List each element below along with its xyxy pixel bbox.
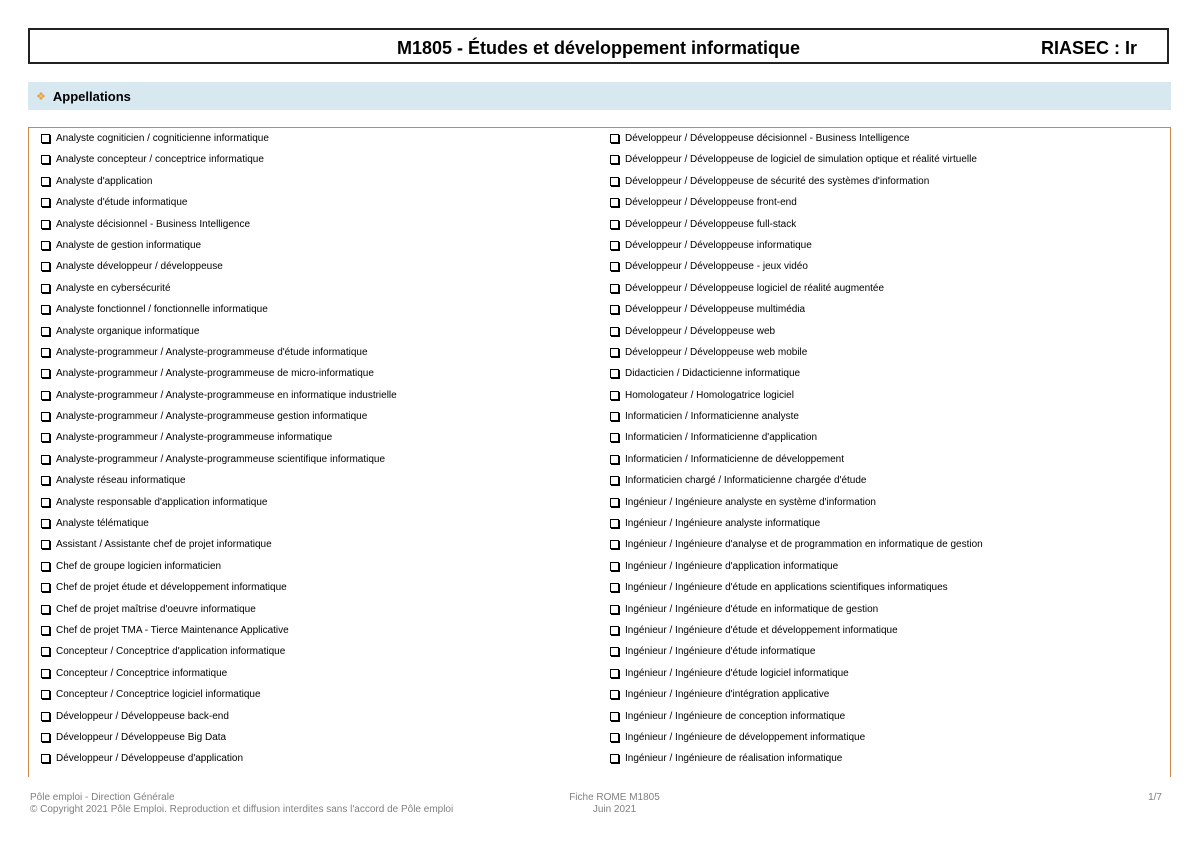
checkbox-icon — [610, 669, 619, 678]
appellation-label: Assistant / Assistante chef de projet informatique — [56, 539, 272, 551]
list-item — [41, 623, 397, 644]
appellation-label: Développeur / Développeuse de logiciel de simulation optique et réalité virtuelle — [625, 154, 977, 166]
appellation-label: Concepteur / Conceptrice informatique — [56, 667, 228, 679]
appellation-label: Analyste développeur / développeuse — [56, 261, 223, 273]
checkbox-icon — [610, 284, 619, 293]
appellation-label: Ingénieur / Ingénieure d'étude en applications scientifiques informatiques — [625, 582, 948, 594]
checkbox-icon — [41, 433, 50, 442]
section-header-appellations — [28, 82, 1171, 110]
list-item — [610, 388, 983, 409]
checkbox-icon — [41, 583, 50, 592]
page-title: M1805 - Études et développement informatique — [396, 38, 801, 58]
appellation-label: Analyste-programmeur / Analyste-programmeuse en informatique industrielle — [56, 389, 397, 401]
checkbox-icon — [41, 540, 50, 549]
list-item — [41, 602, 397, 623]
list-item — [610, 687, 983, 708]
list-item — [610, 409, 983, 430]
checkbox-icon — [41, 327, 50, 336]
checkbox-icon — [610, 305, 619, 314]
appellation-label: Informaticien chargé / Informaticienne chargée d'étude — [625, 475, 867, 487]
list-item — [610, 644, 983, 665]
checkbox-icon — [610, 583, 619, 592]
list-item — [610, 131, 983, 152]
checkbox-icon — [41, 669, 50, 678]
appellation-label: Analyste-programmeur / Analyste-programmeuse gestion informatique — [56, 411, 368, 423]
list-item — [610, 430, 983, 451]
checkbox-icon — [610, 647, 619, 656]
checkbox-icon — [41, 348, 50, 357]
checkbox-icon — [610, 455, 619, 464]
appellation-label: Analyste décisionnel - Business Intelligence — [56, 218, 250, 230]
appellation-label: Analyste concepteur / conceptrice informatique — [56, 154, 264, 166]
list-item — [610, 666, 983, 687]
list-item — [41, 409, 397, 430]
appellation-label: Ingénieur / Ingénieure de réalisation informatique — [625, 753, 843, 765]
footer-fiche: Fiche ROME M1805 — [569, 792, 660, 803]
list-item — [610, 580, 983, 601]
appellations-column-right — [610, 131, 983, 773]
appellation-label: Analyste réseau informatique — [56, 475, 186, 487]
list-item — [41, 430, 397, 451]
checkbox-icon — [41, 626, 50, 635]
checkbox-icon — [610, 369, 619, 378]
appellation-label: Développeur / Développeuse logiciel de réalité augmentée — [625, 282, 885, 294]
appellation-label: Analyste fonctionnel / fonctionnelle informatique — [56, 304, 268, 316]
checkbox-icon — [610, 155, 619, 164]
appellation-label: Analyste d'application — [56, 175, 153, 187]
appellation-label: Ingénieur / Ingénieure d'étude en informatique de gestion — [625, 603, 879, 615]
list-item — [610, 366, 983, 387]
checkbox-icon — [610, 327, 619, 336]
list-item — [41, 302, 397, 323]
list-item — [41, 259, 397, 280]
checkbox-icon — [610, 476, 619, 485]
appellation-label: Analyste responsable d'application informatique — [56, 496, 268, 508]
checkbox-icon — [41, 690, 50, 699]
appellation-label: Analyste de gestion informatique — [56, 239, 202, 251]
checkbox-icon — [610, 134, 619, 143]
list-item — [41, 345, 397, 366]
appellations-list — [28, 127, 1171, 777]
checkbox-icon — [41, 220, 50, 229]
appellation-label: Développeur / Développeuse informatique — [625, 239, 812, 251]
appellation-label: Didacticien / Didacticienne informatique — [625, 368, 801, 380]
checkbox-icon — [41, 562, 50, 571]
appellation-label: Chef de projet étude et développement informatique — [56, 582, 287, 594]
checkbox-icon — [41, 647, 50, 656]
checkbox-icon — [610, 433, 619, 442]
list-item — [41, 217, 397, 238]
list-item — [610, 238, 983, 259]
appellation-label: Développeur / Développeuse web mobile — [625, 346, 808, 358]
list-item — [610, 623, 983, 644]
list-item — [610, 559, 983, 580]
appellation-label: Analyste d'étude informatique — [56, 197, 188, 209]
checkbox-icon — [610, 690, 619, 699]
appellation-label: Développeur / Développeuse décisionnel - Business Intelligence — [625, 133, 910, 144]
checkbox-icon — [610, 712, 619, 721]
checkbox-icon — [41, 155, 50, 164]
checkbox-icon — [610, 348, 619, 357]
checkbox-icon — [610, 177, 619, 186]
list-item — [610, 302, 983, 323]
footer-org: Pôle emploi - Direction Générale — [30, 792, 175, 803]
checkbox-icon — [610, 605, 619, 614]
appellation-label: Ingénieur / Ingénieure d'étude et développement informatique — [625, 624, 898, 636]
list-item — [41, 281, 397, 302]
checkbox-icon — [41, 498, 50, 507]
list-item — [610, 281, 983, 302]
list-item — [41, 709, 397, 730]
checkbox-icon — [41, 262, 50, 271]
list-item — [610, 324, 983, 345]
section-title: Appellations — [52, 88, 131, 104]
checkbox-icon — [610, 241, 619, 250]
checkbox-icon — [610, 198, 619, 207]
checkbox-icon — [41, 455, 50, 464]
footer-left — [30, 792, 453, 816]
list-item — [610, 452, 983, 473]
list-item — [610, 195, 983, 216]
list-item — [41, 644, 397, 665]
appellation-label: Développeur / Développeuse d'application — [56, 753, 244, 765]
checkbox-icon — [610, 562, 619, 571]
appellation-label: Ingénieur / Ingénieure d'étude logiciel informatique — [625, 667, 849, 679]
list-item — [41, 238, 397, 259]
footer-date: Juin 2021 — [592, 804, 637, 815]
appellations-column-left — [41, 131, 397, 773]
appellation-label: Ingénieur / Ingénieure analyste informatique — [625, 518, 821, 530]
checkbox-icon — [41, 305, 50, 314]
appellation-label: Chef de groupe logicien informaticien — [56, 560, 222, 572]
checkbox-icon — [610, 412, 619, 421]
checkbox-icon — [41, 754, 50, 763]
appellation-label: Ingénieur / Ingénieure de développement informatique — [625, 731, 866, 743]
list-item — [41, 516, 397, 537]
list-item — [610, 516, 983, 537]
list-item — [610, 152, 983, 173]
appellation-label: Ingénieur / Ingénieure d'analyse et de programmation en informatique de gestion — [625, 539, 983, 551]
list-item — [41, 473, 397, 494]
checkbox-icon — [41, 605, 50, 614]
checkbox-icon — [610, 391, 619, 400]
checkbox-icon — [610, 626, 619, 635]
checkbox-icon — [41, 369, 50, 378]
appellation-label: Homologateur / Homologatrice logiciel — [625, 389, 794, 401]
checkbox-icon — [610, 220, 619, 229]
appellation-label: Ingénieur / Ingénieure d'application informatique — [625, 560, 839, 572]
checkbox-icon — [41, 198, 50, 207]
list-item — [41, 152, 397, 173]
checkbox-icon — [41, 476, 50, 485]
appellation-label: Analyste-programmeur / Analyste-programmeuse informatique — [56, 432, 333, 444]
list-item — [41, 131, 397, 152]
appellation-label: Ingénieur / Ingénieure analyste en système d'information — [625, 496, 876, 508]
appellation-label: Chef de projet TMA - Tierce Maintenance Applicative — [56, 624, 289, 636]
list-item — [610, 259, 983, 280]
list-item — [610, 537, 983, 558]
appellation-label: Chef de projet maîtrise d'oeuvre informatique — [56, 603, 256, 615]
list-item — [41, 388, 397, 409]
list-item — [41, 666, 397, 687]
appellation-label: Concepteur / Conceptrice logiciel informatique — [56, 689, 261, 701]
appellation-label: Développeur / Développeuse de sécurité des systèmes d'information — [625, 175, 930, 187]
list-item — [41, 687, 397, 708]
appellation-label: Développeur / Développeuse back-end — [56, 710, 229, 722]
footer-copyright: © Copyright 2021 Pôle Emploi. Reproduction et diffusion interdites sans l'accord de Pôle emploi — [30, 804, 454, 815]
checkbox-icon — [610, 733, 619, 742]
appellation-label: Ingénieur / Ingénieure d'étude informatique — [625, 646, 816, 658]
list-item — [41, 730, 397, 751]
appellation-label: Développeur / Développeuse Big Data — [56, 731, 227, 743]
checkbox-icon — [610, 498, 619, 507]
list-item — [41, 174, 397, 195]
list-item — [41, 366, 397, 387]
checkbox-icon — [41, 241, 50, 250]
list-item — [41, 195, 397, 216]
checkbox-icon — [610, 262, 619, 271]
list-item — [41, 324, 397, 345]
appellation-label: Analyste-programmeur / Analyste-programmeuse scientifique informatique — [56, 453, 386, 465]
appellation-label: Développeur / Développeuse front-end — [625, 197, 797, 209]
list-item — [610, 751, 983, 772]
checkbox-icon — [610, 540, 619, 549]
page-number: 1/7 — [1148, 792, 1162, 803]
appellation-label: Informaticien / Informaticienne de développement — [625, 453, 845, 465]
list-item — [41, 580, 397, 601]
appellation-label: Analyste cogniticien / cogniticienne informatique — [56, 133, 269, 144]
appellation-label: Ingénieur / Ingénieure de conception informatique — [625, 710, 846, 722]
checkbox-icon — [610, 754, 619, 763]
checkbox-icon — [41, 284, 50, 293]
list-item — [610, 495, 983, 516]
list-item — [41, 559, 397, 580]
appellation-label: Informaticien / Informaticienne analyste — [625, 411, 799, 423]
footer-center — [563, 792, 666, 816]
checkbox-icon — [41, 519, 50, 528]
list-item — [41, 495, 397, 516]
appellation-label: Développeur / Développeuse multimédia — [625, 304, 806, 316]
list-item — [41, 751, 397, 772]
checkbox-icon — [41, 712, 50, 721]
appellation-label: Ingénieur / Ingénieure d'intégration applicative — [625, 689, 830, 701]
appellation-label: Analyste télématique — [56, 518, 149, 530]
list-item — [610, 730, 983, 751]
appellation-label: Analyste-programmeur / Analyste-programmeuse de micro-informatique — [56, 368, 374, 380]
list-item — [41, 537, 397, 558]
appellation-label: Développeur / Développeuse full-stack — [625, 218, 797, 230]
checkbox-icon — [41, 733, 50, 742]
appellation-label: Concepteur / Conceptrice d'application informatique — [56, 646, 286, 658]
appellation-label: Développeur / Développeuse - jeux vidéo — [625, 261, 808, 273]
checkbox-icon — [41, 391, 50, 400]
list-item — [41, 452, 397, 473]
appellation-label: Analyste-programmeur / Analyste-programmeuse d'étude informatique — [56, 346, 368, 358]
riasec-code: RIASEC : Ir — [1040, 38, 1137, 58]
appellation-label: Analyste en cybersécurité — [56, 282, 171, 294]
appellation-label: Développeur / Développeuse web — [625, 325, 776, 337]
list-item — [610, 709, 983, 730]
checkbox-icon — [610, 519, 619, 528]
checkbox-icon — [41, 134, 50, 143]
checkbox-icon — [41, 177, 50, 186]
appellation-label: Informaticien / Informaticienne d'application — [625, 432, 818, 444]
list-item — [610, 602, 983, 623]
appellation-label: Analyste organique informatique — [56, 325, 200, 337]
list-item — [610, 473, 983, 494]
list-item — [610, 217, 983, 238]
page-header — [28, 28, 1169, 64]
list-item — [610, 345, 983, 366]
diamond-bullet-icon: ❖ — [36, 90, 46, 103]
list-item — [610, 174, 983, 195]
checkbox-icon — [41, 412, 50, 421]
